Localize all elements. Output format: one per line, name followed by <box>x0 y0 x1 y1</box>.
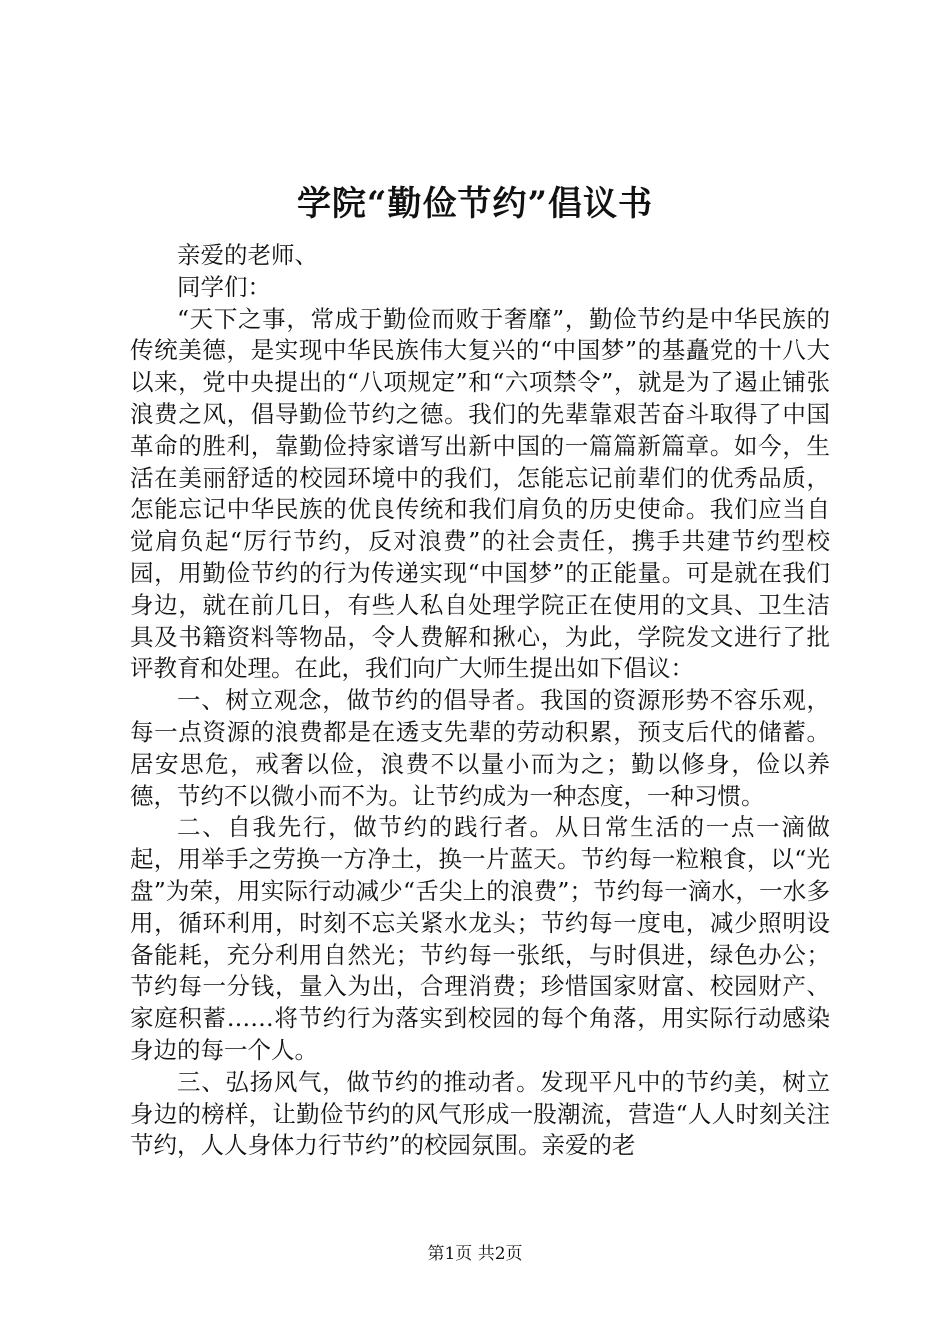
document-body <box>130 240 830 1162</box>
body-paragraph: 二、自我先行，做节约的践行者。从日常生活的一点一滴做起，用举手之劳换一方净土，换一片蓝天。节约每一粒粮食，以“光盘”为荣，用实际行动减少“舌尖上的浪费”；节约每一滴水，一水多用，循环利用，时刻不忘关紧水龙头；节约每一度电，减少照明设备能耗，充分利用自然光；节约每一张纸，与时俱进，绿色办公；节约每一分钱，量入为出，合理消费；珍惜国家财富、校园财产、家庭积蓄……将节约行为落实到校园的每个角落，用实际行动感染身边的每一个人。 <box>130 813 830 1064</box>
body-paragraph: 一、树立观念，做节约的倡导者。我国的资源形势不容乐观，每一点资源的浪费都是在透支先辈的劳动积累，预支后代的储蓄。居安思危，戒奢以俭，浪费不以量小而为之；勤以修身，俭以养德，节约不以微小而不为。让节约成为一种态度，一种习惯。 <box>130 686 830 810</box>
body-paragraph: 三、弘扬风气，做节约的推动者。发现平凡中的节约美，树立身边的榜样，让勤俭节约的风气形成一股潮流，营造“人人时刻关注节约，人人身体力行节约”的校园氛围。亲爱的老 <box>130 1067 830 1160</box>
greeting-line: 同学们： <box>177 272 271 301</box>
page-number-footer: 第1页 共2页 <box>427 1244 523 1264</box>
body-paragraph: “天下之事，常成于勤俭而败于奢靡”，勤俭节约是中华民族的传统美德，是实现中华民族伟大复兴的“中国梦”的基矗党的十八大以来，党中央提出的“八项规定”和“六项禁令”，就是为了遏止铺张浪费之风，倡导勤俭节约之德。我们的先辈靠艰苦奋斗取得了中国革命的胜利，靠勤俭持家谱写出新中国的一篇篇新篇章。如今，生活在美丽舒适的校园环境中的我们，怎能忘记前辈们的优秀品质，怎能忘记中华民族的优良传统和我们肩负的历史使命。我们应当自觉肩负起“厉行节约，反对浪费”的社会责任，携手共建节约型校园，用勤俭节约的行为传递实现“中国梦”的正能量。可是就在我们身边，就在前几日，有些人私自处理学院正在使用的文具、卫生洁具及书籍资料等物品，令人费解和揪心，为此，学院发文进行了批评教育和处理。在此，我们向广大师生提出如下倡议： <box>130 304 830 683</box>
document-title: 学院“勤俭节约”倡议书 <box>296 184 654 224</box>
greeting-line: 亲爱的老师、 <box>177 241 318 269</box>
